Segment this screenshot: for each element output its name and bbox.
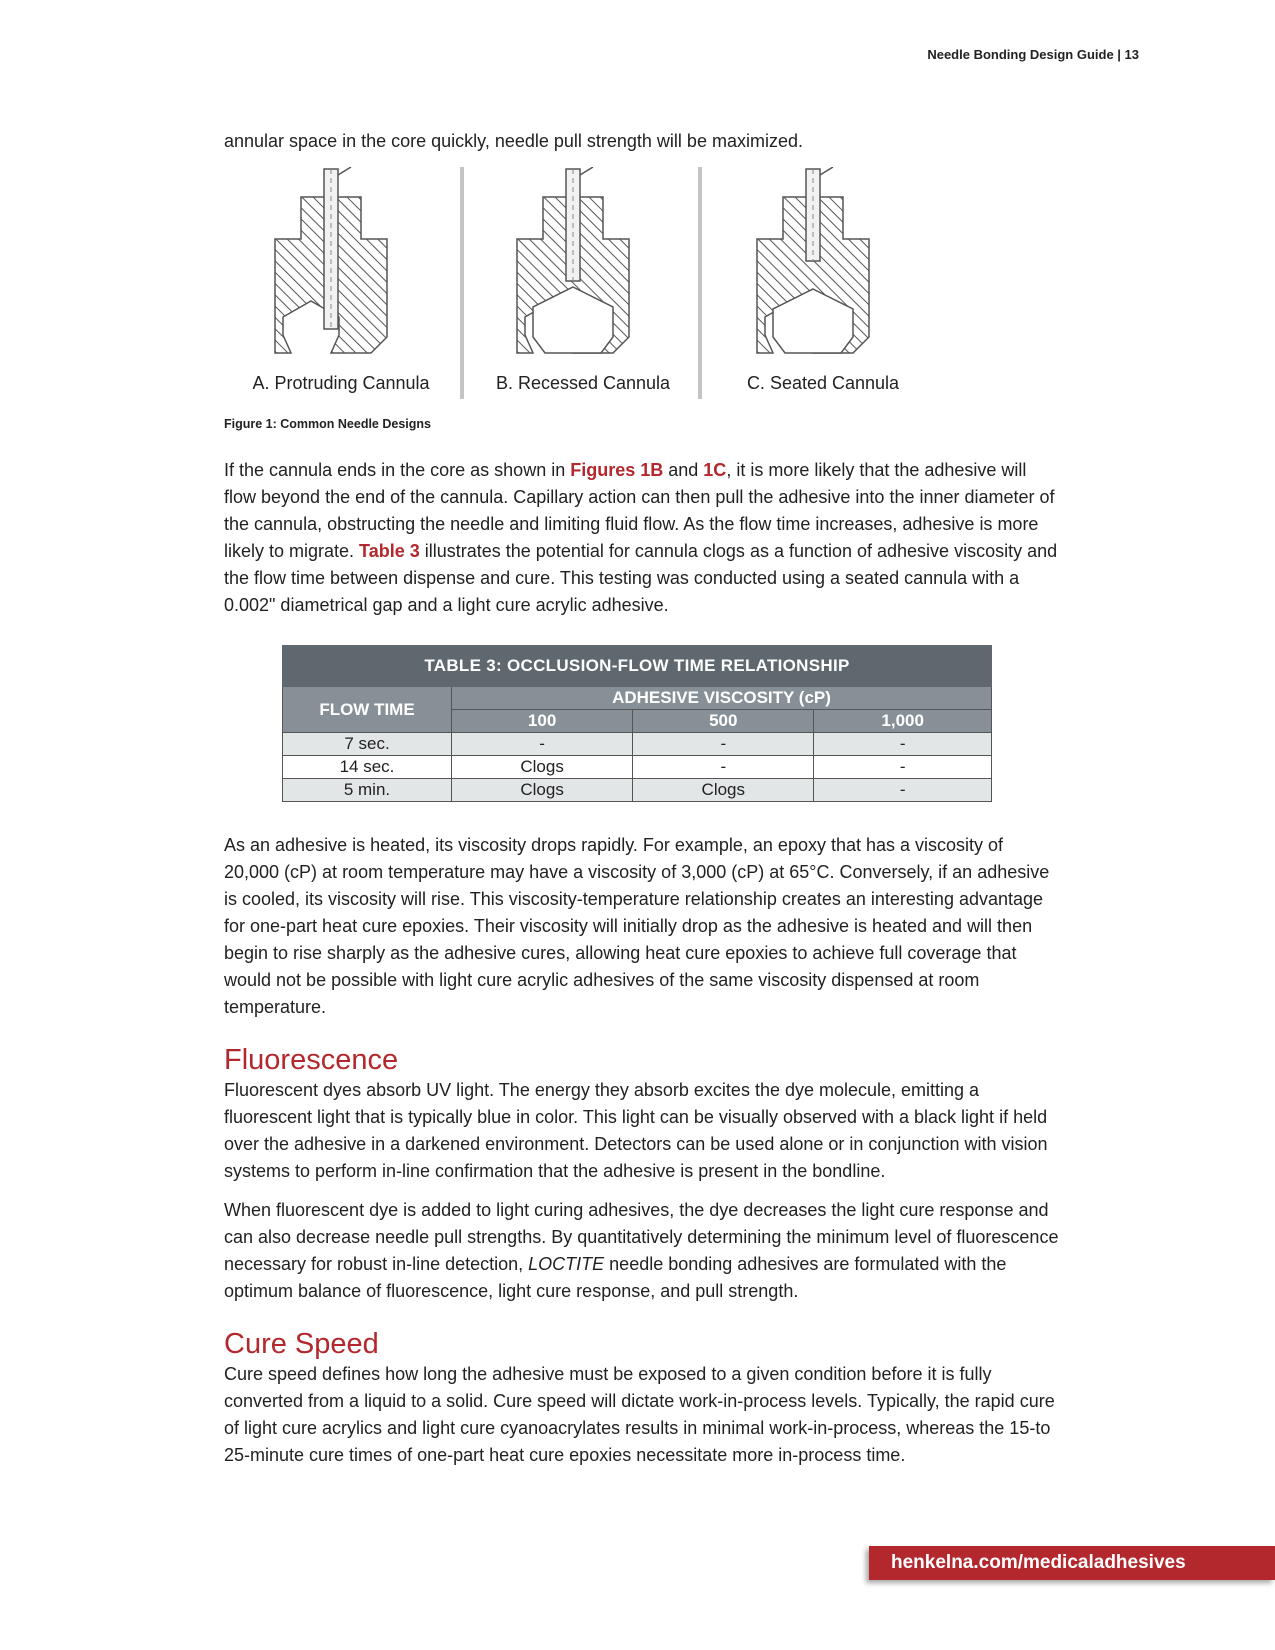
- table-cell: -: [452, 733, 633, 756]
- page-content: [224, 128, 1059, 1481]
- figure-label-b: B. Recessed Cannula: [495, 373, 671, 393]
- occlusion-flow-table: [282, 645, 992, 802]
- table-cell: -: [633, 733, 814, 756]
- table-cell: Clogs: [452, 779, 633, 802]
- table-cell: Clogs: [452, 756, 633, 779]
- figure-caption: Figure 1: Common Needle Designs: [224, 417, 431, 431]
- fluorescence-paragraph-1: Fluorescent dyes absorb UV light. The energy they absorb excites the dye molecule, emitting a fluorescent light that is typically blue in color. This light can be visually observed with a black light if held over the adhesive in a darkened environment. Detectors can be used alone or in conjunction with vision systems to perform in-line confirmation that the adhesive is present in the bondline.: [224, 1080, 1048, 1181]
- recessed-cannula-diagram: [513, 167, 653, 367]
- table-cell: -: [633, 756, 814, 779]
- table-title: TABLE 3: OCCLUSION-FLOW TIME RELATIONSHIP: [283, 646, 992, 687]
- text-run: , it is more likely that the adhesive will flow beyond the end of the cannula. Capillary action can then pull the adhesive into the inner diameter of the cannula, obstructing the needle and limiting fluid flow. As the flow time increases, adhesive is more likely to migrate.: [224, 460, 1055, 561]
- row-label: 14 sec.: [283, 756, 452, 779]
- figure-panel-c: [706, 167, 940, 405]
- text-run: illustrates the potential for cannula clogs as a function of adhesive viscosity and the flow time between dispense and cure. This testing was conducted using a seated cannula with a 0.002" diametrical gap and a light cure acrylic adhesive.: [224, 541, 1058, 615]
- table-cell: Clogs: [633, 779, 814, 802]
- cure-speed-paragraph: Cure speed defines how long the adhesive must be exposed to a given condition before it is fully converted from a liquid to a solid. Cure speed will dictate work-in-process levels. Typically, the rapid cure of light cure acrylics and light cure cyanoacrylates results in minimal work-in-process, whereas the 15-to 25-minute cure times of one-part heat cure epoxies necessitate more in-process time.: [224, 1364, 1055, 1465]
- footer-url-link[interactable]: henkelna.com/medicaladhesives: [869, 1546, 1275, 1580]
- table-cell: -: [814, 733, 992, 756]
- table-row: [283, 733, 992, 756]
- figure-label-c: C. Seated Cannula: [746, 373, 900, 393]
- figure-1c-link[interactable]: 1C: [703, 460, 727, 480]
- row-label: 7 sec.: [283, 733, 452, 756]
- table-row: [283, 756, 992, 779]
- text-run: needle bonding adhesives are formulated with the optimum balance of fluorescence, light cure response, and pull strength.: [224, 1254, 1007, 1301]
- running-header: Needle Bonding Design Guide | 13: [927, 47, 1139, 62]
- cure-speed-heading: Cure Speed: [224, 1328, 379, 1360]
- figure-divider: [460, 167, 464, 399]
- fluorescence-paragraph-2: [224, 1197, 1059, 1305]
- figure-divider: [698, 167, 702, 399]
- figure-panel-b: [468, 167, 698, 405]
- table-cell: -: [814, 756, 992, 779]
- viscosity-column-header: 100: [452, 710, 633, 733]
- fluorescence-heading: Fluorescence: [224, 1044, 399, 1076]
- flow-time-header: FLOW TIME: [283, 687, 452, 733]
- text-run: and: [663, 460, 704, 480]
- viscosity-column-header: 1,000: [814, 710, 992, 733]
- viscosity-paragraph: As an adhesive is heated, its viscosity drops rapidly. For example, an epoxy that has a viscosity of 20,000 (cP) at room temperature may have a viscosity of 3,000 (cP) at 65°C. Conversely, if an adhesive is cooled, its viscosity will rise. This viscosity-temperature relationship creates an interesting advantage for one-part heat cure epoxies. Their viscosity will initially drop as the adhesive is heated and will then begin to rise sharply as the adhesive cures, allowing heat cure epoxies to achieve full coverage that would not be possible with light cure acrylic adhesives of the same viscosity dispensed at room temperature.: [224, 835, 1050, 1017]
- needle-designs-figure: [224, 167, 1059, 405]
- text-run: If the cannula ends in the core as shown in: [224, 460, 571, 480]
- table-3-link[interactable]: Table 3: [359, 541, 420, 561]
- intro-paragraph: annular space in the core quickly, needle pull strength will be maximized.: [224, 131, 803, 151]
- loctite-brand: LOCTITE: [528, 1254, 605, 1274]
- table-cell: -: [814, 779, 992, 802]
- seated-cannula-diagram: [753, 167, 893, 367]
- cannula-paragraph: [224, 457, 1059, 619]
- protruding-cannula-diagram: [271, 167, 411, 367]
- viscosity-group-header: ADHESIVE VISCOSITY (cP): [452, 687, 992, 710]
- figure-label-a: A. Protruding Cannula: [252, 373, 430, 393]
- viscosity-column-header: 500: [633, 710, 814, 733]
- row-label: 5 min.: [283, 779, 452, 802]
- figures-1b-link[interactable]: Figures 1B: [570, 460, 664, 480]
- text-run: When fluorescent dye is added to light curing adhesives, the dye decreases the light cure response and can also decrease needle pull strengths. By quantitatively determining the minimum level of fluorescence necessary for robust in-line detection,: [224, 1200, 1059, 1274]
- table-row: [283, 779, 992, 802]
- figure-panel-a: [224, 167, 458, 405]
